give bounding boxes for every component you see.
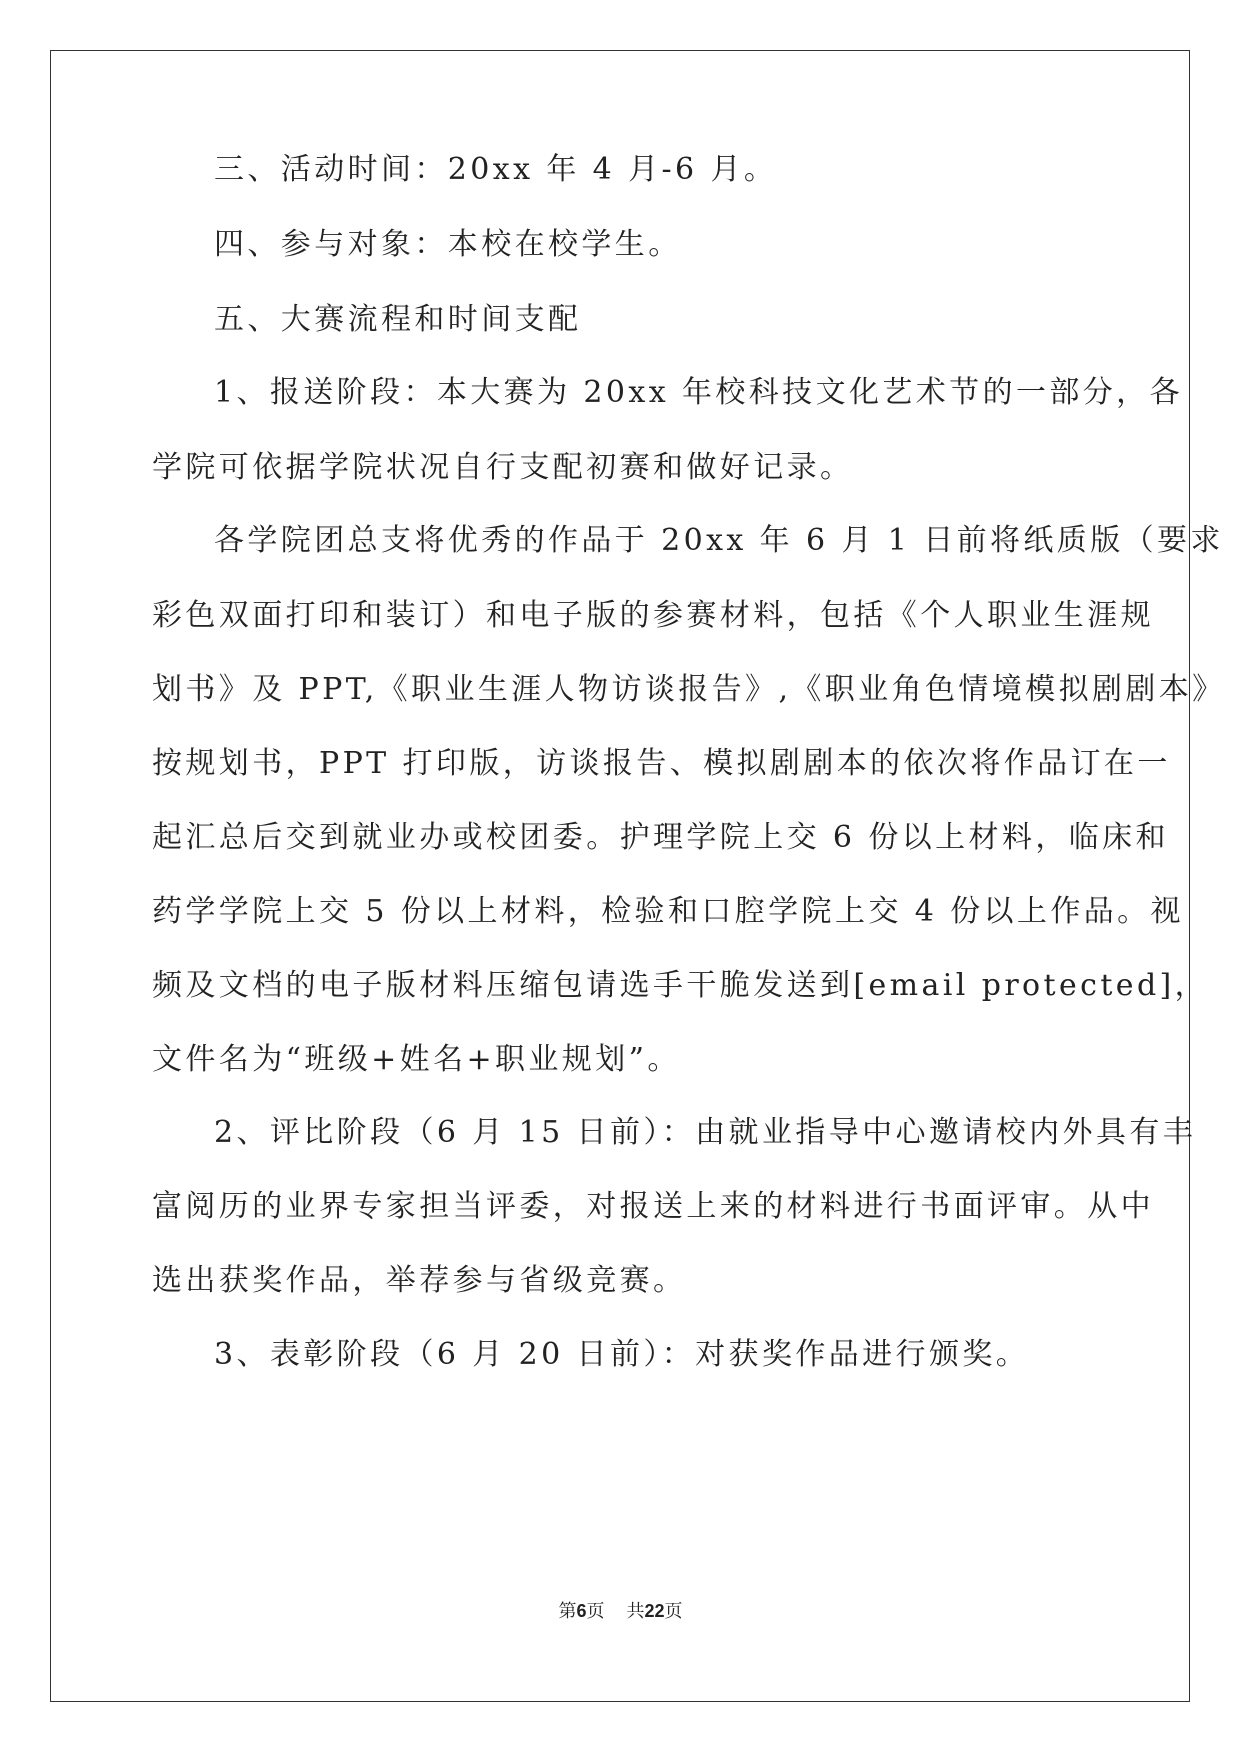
footer-total-prefix: 共: [626, 1601, 645, 1621]
paragraph-line: 富阅历的业界专家担当评委，对报送上来的材料进行书面评审。从中: [152, 1189, 1154, 1224]
paragraph-line: 1、报送阶段：本大赛为 20xx 年校科技文化艺术节的一部分，各: [214, 375, 1183, 410]
footer-page-suffix: 页: [586, 1601, 605, 1621]
paragraph-line: 选出获奖作品，举荐参与省级竞赛。: [152, 1263, 687, 1298]
paragraph-line: 各学院团总支将优秀的作品于 20xx 年 6 月 1 日前将纸质版（要求: [214, 523, 1224, 558]
footer-total-suffix: 页: [664, 1601, 683, 1621]
paragraph-line: 文件名为“班级+姓名+职业规划”。: [152, 1042, 681, 1077]
paragraph-line: 划书》及 PPT,《职业生涯人物访谈报告》,《职业角色情境模拟剧剧本》: [152, 672, 1226, 707]
current-page-number: 6: [576, 1601, 587, 1621]
paragraph-line: 彩色双面打印和装订）和电子版的参赛材料，包括《个人职业生涯规: [152, 598, 1154, 633]
paragraph-activity-time: 三、活动时间：20xx 年 4 月-6 月。: [214, 152, 778, 187]
section-heading-process: 五、大赛流程和时间支配: [214, 302, 582, 337]
paragraph-line: 起汇总后交到就业办或校团委。护理学院上交 6 份以上材料，临床和: [152, 820, 1169, 855]
paragraph-line: 按规划书，PPT 打印版，访谈报告、模拟剧剧本的依次将作品订在一: [152, 746, 1171, 781]
paragraph-participants: 四、参与对象：本校在校学生。: [214, 227, 682, 262]
total-page-count: 22: [644, 1601, 665, 1621]
page-footer: [0, 1599, 1241, 1623]
paragraph-line: 2、评比阶段（6 月 15 日前）：由就业指导中心邀请校内外具有丰: [214, 1115, 1197, 1150]
paragraph-line: 3、表彰阶段（6 月 20 日前）：对获奖作品进行颁奖。: [214, 1337, 1030, 1372]
footer-prefix: 第: [558, 1601, 577, 1621]
paragraph-line: 学院可依据学院状况自行支配初赛和做好记录。: [152, 450, 854, 485]
page-border: [50, 50, 1190, 1702]
paragraph-line: 频及文档的电子版材料压缩包请选手干脆发送到[email protected]，: [152, 968, 1209, 1003]
paragraph-line: 药学学院上交 5 份以上材料，检验和口腔学院上交 4 份以上作品。视: [152, 894, 1184, 929]
